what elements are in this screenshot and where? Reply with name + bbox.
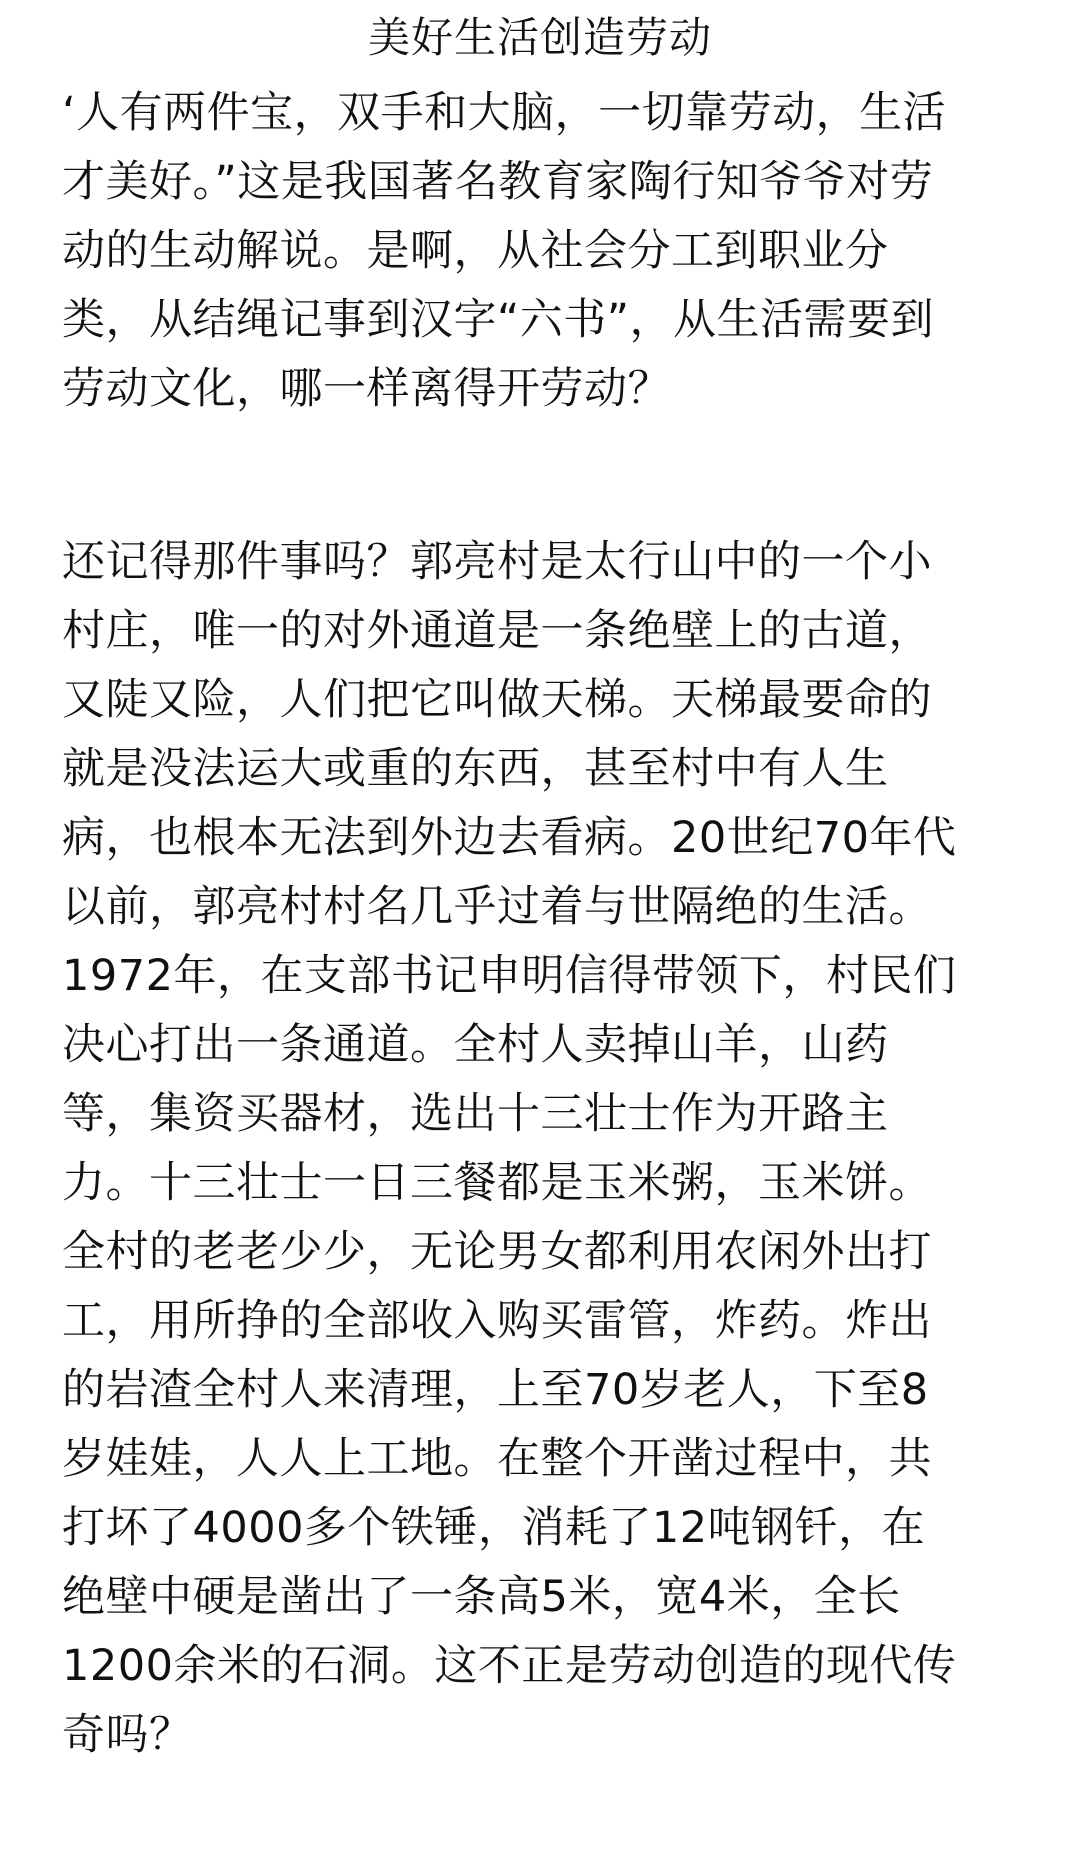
text-line: 又陡又险，人们把它叫做天梯。天梯最要命的 [62,675,932,725]
text-line: 就是没法运大或重的东西，甚至村中有人生 [62,744,889,794]
text-line: 类，从结绳记事到汉字“六书”，从生活需要到 [62,295,935,345]
text-line: 决心打出一条通道。全村人卖掉山羊，山药 [62,1020,889,1070]
text-line: 1200余米的石洞。这不正是劳动创造的现代传 [62,1641,957,1691]
text-line: 工，用所挣的全部收入购买雷管，炸药。炸出 [62,1296,932,1346]
text-line: 奇吗？ [62,1710,193,1760]
text-line: 全村的老老少少，无论男女都利用农闲外出打 [62,1227,932,1277]
text-line: 的岩渣全村人来清理，上至70岁老人，下至8 [62,1365,929,1415]
text-line: 还记得那件事吗？郭亮村是太行山中的一个小 [62,537,932,587]
text-line: 动的生动解说。是啊，从社会分工到职业分 [62,226,889,276]
text-line: 村庄，唯一的对外通道是一条绝壁上的古道， [62,606,932,656]
text-line: 岁娃娃，人人上工地。在整个开凿过程中，共 [62,1434,932,1484]
article-title: 美好生活创造劳动 [367,13,712,62]
text-line: 劳动文化，哪一样离得开劳动？ [62,364,671,414]
text-line: ‘人有两件宝，双手和大脑，一切靠劳动，生活 [62,88,947,138]
text-line: 以前，郭亮村村名几乎过着与世隔绝的生活。 [62,882,932,932]
text-line: 打坏了4000多个铁锤，消耗了12吨钢钎，在 [62,1503,926,1553]
text-line: 才美好。”这是我国著名教育家陶行知爷爷对劳 [62,157,934,207]
text-line: 力。十三壮士一日三餐都是玉米粥，玉米饼。 [62,1158,932,1208]
text-line: 1972年，在支部书记申明信得带领下，村民们 [62,951,957,1001]
text-line: 绝壁中硬是凿出了一条高5米，宽4米，全长 [62,1572,901,1622]
paragraph-2 [62,528,1022,1770]
paragraph-1 [62,79,1022,424]
text-line: 等，集资买器材，选出十三壮士作为开路主 [62,1089,889,1139]
text-line: 病，也根本无法到外边去看病。20世纪70年代 [62,813,957,863]
